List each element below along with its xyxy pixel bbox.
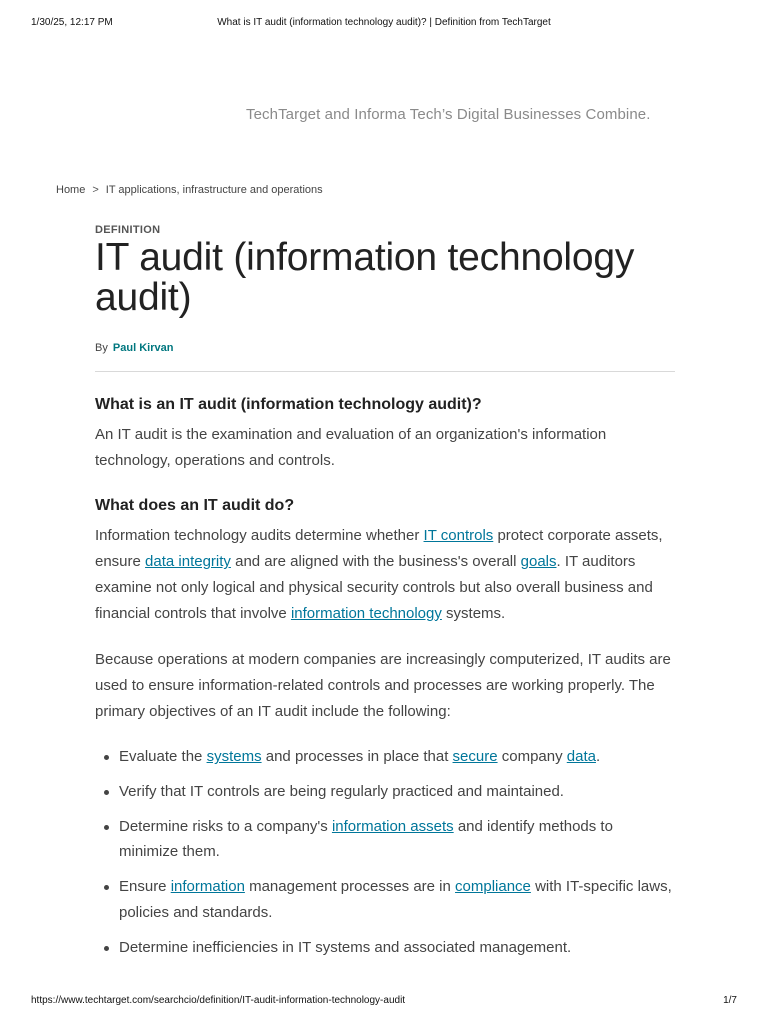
bullet-icon: [104, 755, 109, 760]
objectives-intro-paragraph: Because operations at modern companies are increasingly computerized, IT audits are used to ensure information-related controls and processes are working properly. The primary objectives of an IT audit include the following:: [95, 651, 671, 720]
list-item-text: .: [595, 748, 601, 766]
breadcrumb-home-link[interactable]: Home: [56, 184, 86, 196]
breadcrumb: [56, 184, 323, 196]
paragraph-text: systems.: [441, 604, 506, 622]
page-title: IT audit (information technology audit): [95, 236, 635, 319]
list-item: [119, 814, 675, 865]
list-item-text: management processes are in: [244, 878, 456, 896]
list-item-text: and identify methods to minimize them.: [119, 817, 613, 861]
article-kicker: DEFINITION: [95, 224, 161, 236]
byline-prefix: By: [95, 342, 108, 354]
list-item-text: Evaluate the: [119, 748, 207, 766]
print-datetime: 1/30/25, 12:17 PM: [31, 17, 113, 28]
link-information-technology[interactable]: information technology: [290, 604, 442, 622]
breadcrumb-separator: >: [92, 184, 99, 196]
list-item-text: Verify that IT controls are being regularly practiced and maintained.: [119, 783, 564, 801]
print-url: https://www.techtarget.com/searchcio/definition/IT-audit-information-technology-audit: [31, 995, 406, 1006]
link-goals[interactable]: goals: [520, 553, 557, 571]
link-information[interactable]: information: [170, 878, 245, 896]
list-item: [119, 779, 675, 805]
objectives-list: [95, 744, 675, 960]
bullet-icon: [104, 885, 109, 890]
bullet-icon: [104, 790, 109, 795]
breadcrumb-section-link[interactable]: IT applications, infrastructure and operations: [105, 184, 323, 196]
divider: [95, 371, 675, 372]
print-page-number: 1/7: [723, 995, 737, 1006]
list-item: [119, 874, 675, 925]
list-item-text: Determine risks to a company's: [119, 817, 332, 835]
link-data-integrity[interactable]: data integrity: [145, 553, 231, 571]
article: [95, 222, 675, 969]
byline: [95, 342, 675, 354]
link-data[interactable]: data: [566, 748, 596, 766]
paragraph-text: Information technology audits determine whether: [95, 527, 424, 545]
list-item-text: with IT-specific laws, policies and standards.: [119, 878, 672, 921]
link-it-controls[interactable]: IT controls: [423, 527, 494, 545]
link-information-assets[interactable]: information assets: [331, 817, 454, 835]
paragraph-text: . IT auditors examine not only logical and physical security controls but also overall business and financial controls that involve: [95, 553, 653, 622]
bullet-icon: [104, 946, 109, 951]
print-header: [31, 17, 737, 31]
list-item: [119, 935, 675, 961]
author-link[interactable]: Paul Kirvan: [112, 342, 174, 354]
list-item-text: Ensure: [119, 878, 171, 896]
paragraph-text: and are aligned with the business's overall: [230, 553, 521, 571]
link-secure[interactable]: secure: [452, 748, 498, 766]
bullet-icon: [104, 825, 109, 830]
list-item-text: and processes in place that: [261, 748, 453, 766]
section-heading-what-does: What does an IT audit do?: [95, 497, 295, 515]
print-doc-title: What is IT audit (information technology audit)? | Definition from TechTarget: [217, 17, 551, 28]
definition-paragraph: An IT audit is the examination and evaluation of an organization's information technology, operations and controls.: [95, 426, 607, 469]
link-systems[interactable]: systems: [206, 748, 262, 766]
list-item-text: company: [497, 748, 567, 766]
section-heading-what-is: What is an IT audit (information technology audit)?: [95, 396, 482, 413]
list-item-text: Determine inefficiencies in IT systems and associated management.: [119, 938, 572, 956]
link-compliance[interactable]: compliance: [455, 878, 531, 896]
controls-paragraph: [95, 523, 675, 626]
paragraph-text: protect corporate assets, ensure: [95, 527, 663, 571]
announcement-banner: TechTarget and Informa Tech’s Digital Businesses Combine.: [246, 106, 651, 123]
list-item: [119, 744, 675, 770]
